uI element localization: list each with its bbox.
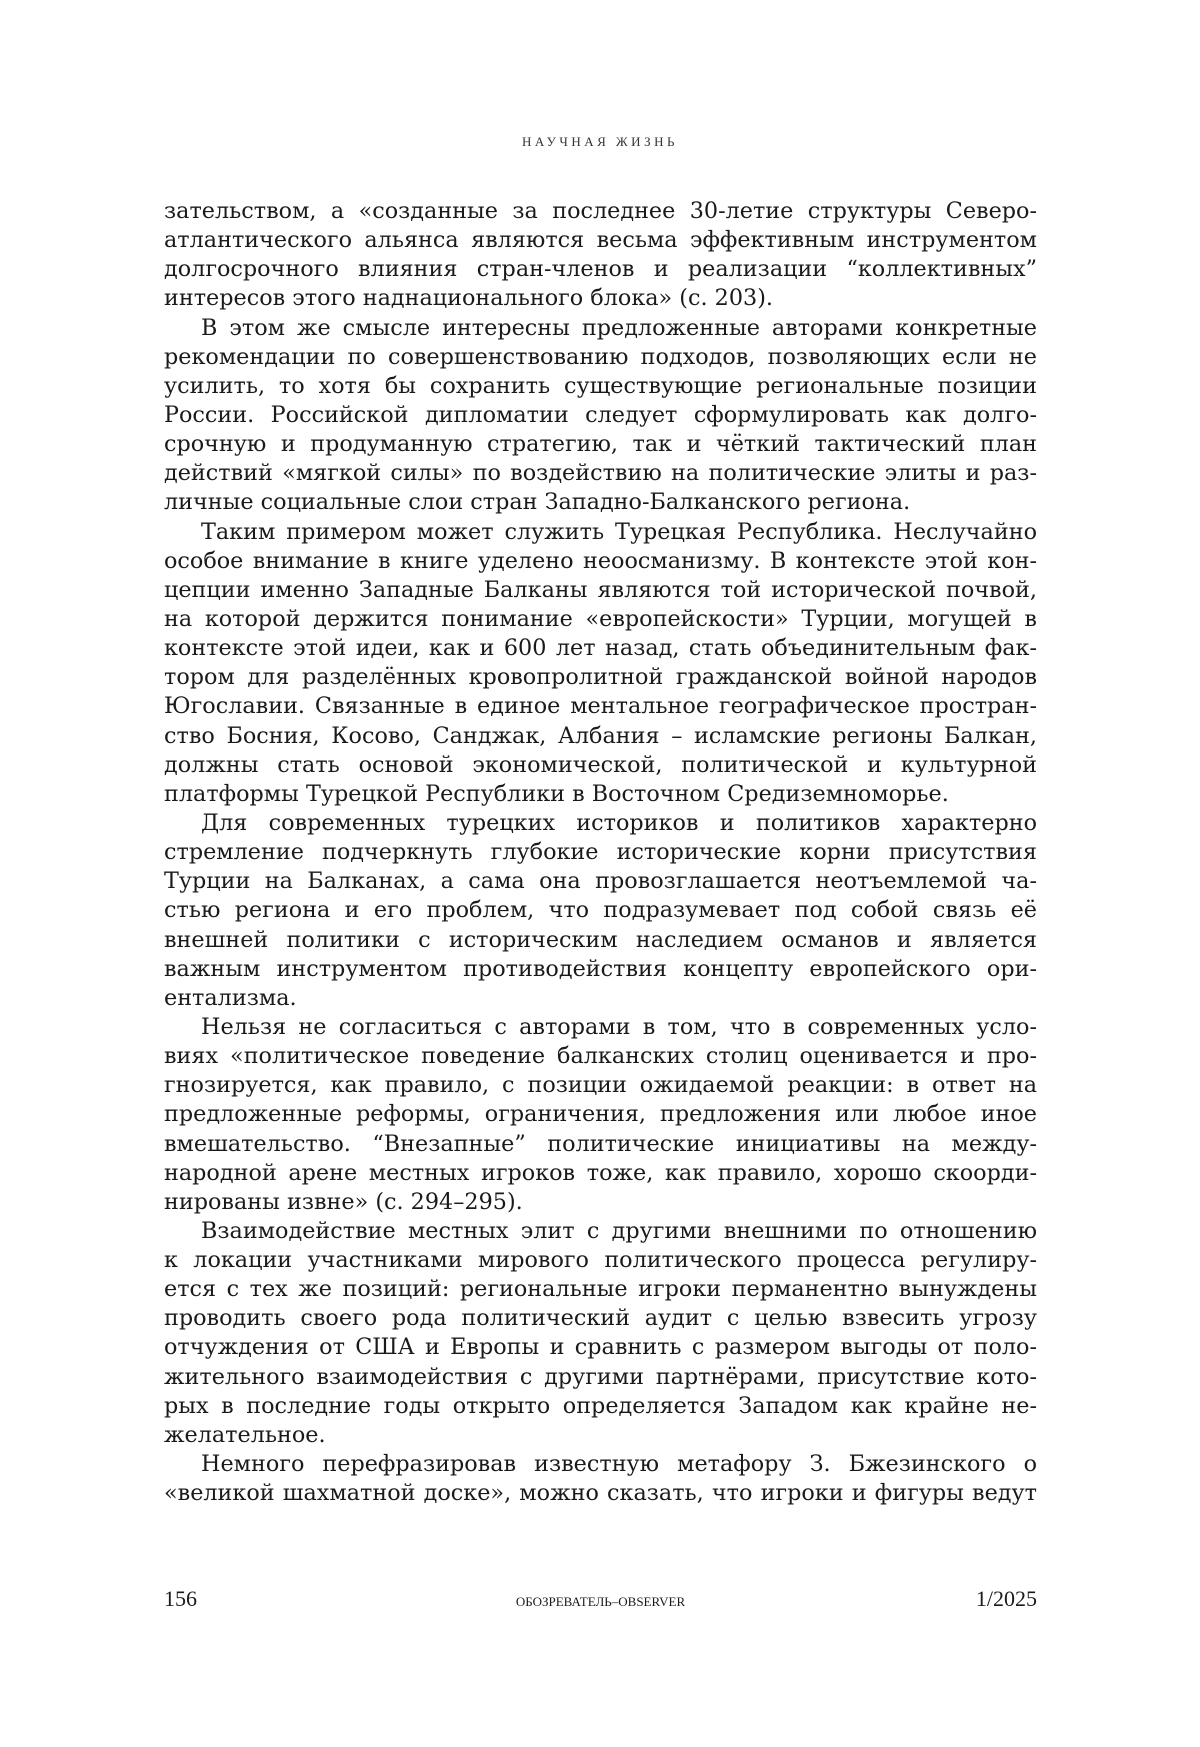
text-line: личные социальные слои стран Западно-Балканского региона. [164, 489, 911, 516]
text-line: В этом же смысле интересны предложенные авторами конкретные [201, 314, 1037, 341]
text-line: интересов этого наднационального блока» (с. 203). [164, 285, 773, 312]
text-line: Для современных турецких историков и политиков характерно [201, 809, 1037, 836]
text-line: России. Российской дипломатии следует сформулировать как долго- [164, 401, 1037, 428]
text-line: тором для разделённых кровопролитной гражданской войной народов [164, 664, 1037, 691]
paragraph [164, 809, 1037, 1013]
paragraph [164, 1013, 1037, 1217]
text-line: виях «политическое поведение балканских столиц оценивается и про- [164, 1043, 1037, 1070]
article-body [164, 197, 1037, 1508]
text-line: особое внимание в книге уделено неоосманизму. В контексте этой кон- [164, 547, 1037, 574]
paragraph [164, 314, 1037, 518]
text-line: должны стать основой экономической, политической и культурной [164, 751, 1037, 778]
page-number: 156 [164, 1586, 197, 1611]
text-line: Немного перефразировав известную метафору З. Бжезинского о [201, 1451, 1037, 1478]
text-line: внешней политики с историческим наследием османов и является [164, 926, 1037, 953]
text-line: отчуждения от США и Европы и сравнить с размером выгоды от поло- [164, 1334, 1037, 1361]
paragraph [164, 1217, 1037, 1450]
text-line: проводить своего рода политический аудит с целью взвесить угрозу [164, 1305, 1037, 1332]
text-line: желательное. [164, 1421, 326, 1448]
text-line: Таким примером может служить Турецкая Республика. Неслучайно [201, 518, 1037, 545]
text-line: нированы извне» (с. 294–295). [164, 1188, 523, 1215]
text-line: ется с тех же позиций: региональные игроки перманентно вынуждены [164, 1276, 1037, 1303]
text-line: жительного взаимодействия с другими партнёрами, присутствие кото- [164, 1363, 1037, 1390]
journal-name: ОБОЗРЕВАТЕЛЬ–OBSERVER [515, 1594, 686, 1609]
text-line: «великой шахматной доске», можно сказать, что игроки и фигуры ведут [164, 1480, 1037, 1507]
text-line: народной арене местных игроков тоже, как правило, хорошо скоорди- [164, 1159, 1037, 1186]
text-line: вмешательство. “Внезапные” политические инициативы на между- [164, 1130, 1037, 1157]
text-line: важным инструментом противодействия концепту европейского ори- [164, 955, 1037, 982]
text-line: Турции на Балканах, а сама она провозглашается неотъемлемой ча- [164, 868, 1037, 895]
text-line: на которой держится понимание «европейскости» Турции, могущей в [164, 605, 1037, 632]
text-line: предложенные реформы, ограничения, предложения или любое иное [164, 1101, 1037, 1128]
text-line: зательством, а «созданные за последнее 30-летие структуры Северо- [164, 198, 1037, 224]
text-line: рых в последние годы открыто определяется Западом как крайне не- [164, 1392, 1037, 1419]
page-footer [164, 1586, 1037, 1618]
text-line: ство Босния, Косово, Санджак, Албания – исламские регионы Балкан, [164, 722, 1037, 749]
text-line: действий «мягкой силы» по воздействию на политические элиты и раз- [164, 460, 1037, 487]
text-line: Югославии. Связанные в единое ментальное географическое простран- [164, 693, 1037, 720]
text-line: срочную и продуманную стратегию, так и чёткий тактический план [164, 431, 1037, 458]
text-line: ентализма. [164, 984, 297, 1011]
text-line: Взаимодействие местных элит с другими внешними по отношению [201, 1217, 1037, 1244]
running-head: НАУЧНАЯ ЖИЗНЬ [522, 134, 678, 149]
paragraph [164, 518, 1037, 809]
text-line: стремление подчеркнуть глубокие исторические корни присутствия [164, 839, 1037, 866]
text-line: контексте этой идеи, как и 600 лет назад, стать объединительным фак- [164, 635, 1037, 662]
issue-number: 1/2025 [975, 1586, 1037, 1611]
text-line: к локации участниками мирового политического процесса регулиру- [164, 1247, 1037, 1274]
paragraph [164, 197, 1037, 314]
text-line: цепции именно Западные Балканы являются той исторической почвой, [164, 576, 1037, 603]
text-line: рекомендации по совершенствованию подходов, позволяющих если не [164, 343, 1037, 370]
paragraph [164, 1450, 1037, 1508]
text-line: платформы Турецкой Республики в Восточном Средиземноморье. [164, 780, 949, 807]
text-line: гнозируется, как правило, с позиции ожидаемой реакции: в ответ на [164, 1072, 1037, 1099]
text-line: атлантического альянса являются весьма эффективным инструментом [164, 227, 1037, 254]
text-line: стью региона и его проблем, что подразумевает под собой связь её [164, 897, 1037, 924]
text-line: долгосрочного влияния стран-членов и реализации “коллективных” [164, 256, 1037, 283]
text-line: усилить, то хотя бы сохранить существующие региональные позиции [164, 372, 1037, 399]
text-line: Нельзя не согласиться с авторами в том, что в современных усло- [201, 1013, 1037, 1040]
